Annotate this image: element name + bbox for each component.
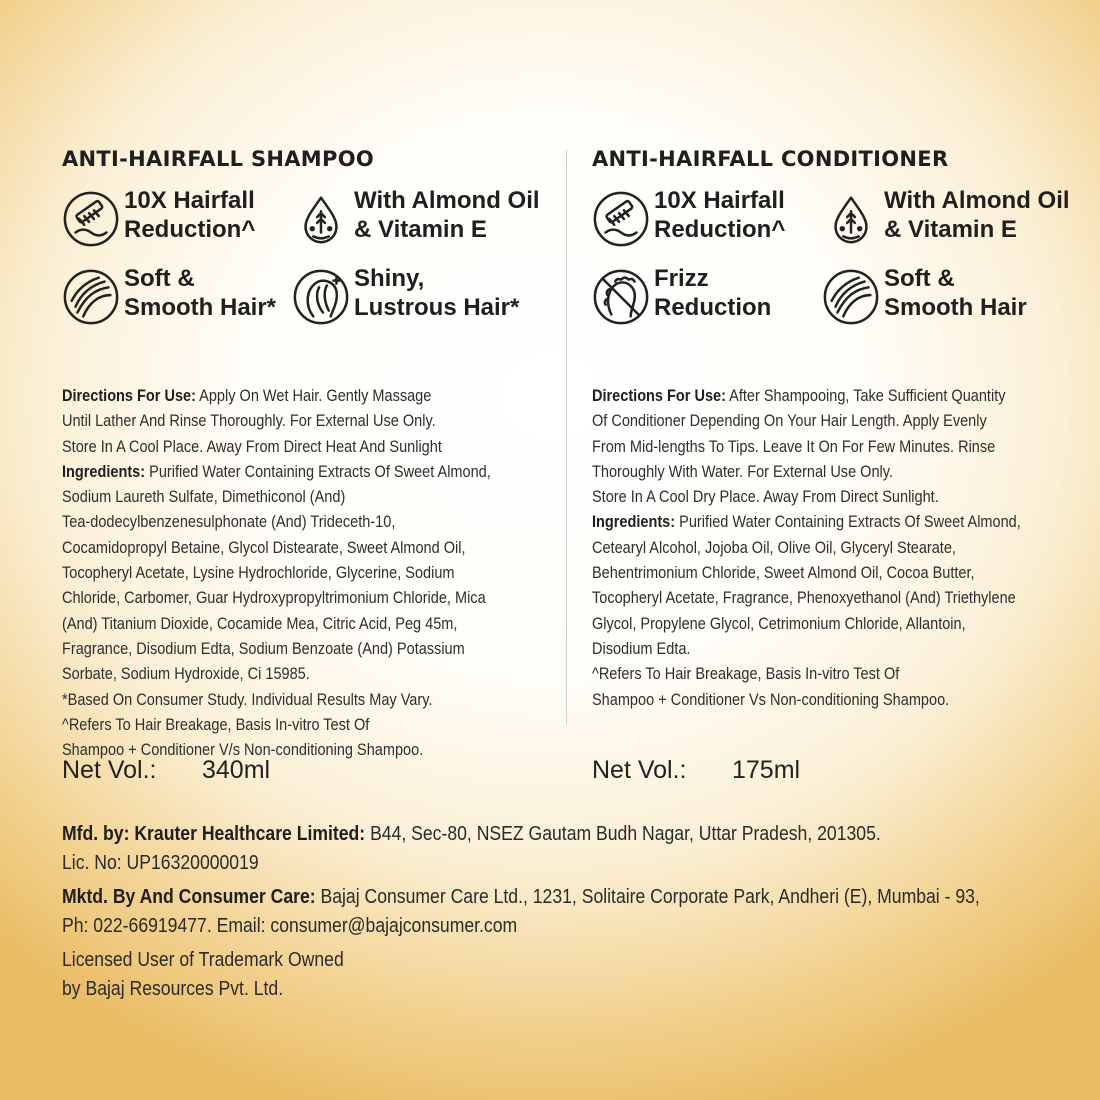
feature-line2: Smooth Hair* [124, 294, 277, 321]
feature-line1: 10X Hairfall [654, 187, 785, 214]
feature-line1: Soft & [884, 265, 955, 292]
ingredients-line: Tocopheryl Acetate, Lysine Hydrochloride, Glycerine, Sodium [62, 564, 455, 583]
conditioner-features [592, 186, 1082, 336]
net-vol-label: Net Vol.: [62, 756, 157, 784]
conditioner-feature-frizz [592, 264, 842, 332]
ingredients-line: Behentrimonium Chloride, Sweet Almond Oil, Cocoa Butter, [592, 564, 975, 583]
comb-icon [592, 190, 650, 248]
ingredients-line: Sorbate, Sodium Hydroxide, Ci 15985. [62, 665, 310, 684]
mktd-label: Mktd. By And Consumer Care: [62, 886, 316, 908]
note-line: *Based On Consumer Study. Individual Results May Vary. [62, 690, 433, 709]
directions-label: Directions For Use: [592, 387, 726, 405]
feature-line2: Smooth Hair [884, 294, 1027, 321]
hair-strands-icon [822, 268, 880, 326]
shampoo-title: ANTI-HAIRFALL SHAMPOO [62, 147, 374, 171]
note-line: Shampoo + Conditioner V/s Non-conditioning Shampoo. [62, 741, 424, 760]
directions-line: Of Conditioner Depending On Your Hair Length. Apply Evenly [592, 412, 987, 431]
feature-line2: Lustrous Hair* [354, 294, 520, 321]
ingredients-line: Sodium Laureth Sulfate, Dimethiconol (And) [62, 488, 346, 507]
ingredients-line: Fragrance, Disodium Edta, Sodium Benzoate (And) Potassium [62, 639, 465, 658]
directions-line: Directions For Use: After Shampooing, Take Sufficient Quantity [592, 387, 1006, 405]
mfd-address: B44, Sec-80, NSEZ Gautam Budh Nagar, Uttar Pradesh, 201305. [365, 823, 881, 845]
almond-oil-drop-icon [292, 190, 350, 248]
net-vol-label: Net Vol.: [592, 756, 687, 784]
ingredients-line: Tocopheryl Acetate, Fragrance, Phenoxyethanol (And) Triethylene [592, 589, 1016, 608]
conditioner-details [592, 384, 1085, 713]
net-vol-value: 340ml [202, 756, 271, 784]
note-line: ^Refers To Hair Breakage, Basis In-vitro Test Of [62, 715, 370, 734]
trademark-line: Licensed User of Trademark Owned [62, 949, 344, 971]
shampoo-panel [62, 140, 552, 763]
directions-line: From Mid-lengths To Tips. Leave It On For Few Minutes. Rinse [592, 437, 996, 456]
manufacturer-info [62, 820, 1048, 1003]
feature-line2: & Vitamin E [884, 216, 1017, 243]
directions-line: Store In A Cool Place. Away From Direct Heat And Sunlight [62, 437, 442, 456]
feature-line1: With Almond Oil [884, 187, 1070, 214]
hair-strands-icon [62, 268, 120, 326]
trademark-line: by Bajaj Resources Pvt. Ltd. [62, 977, 284, 1000]
ingredients-label: Ingredients: [62, 462, 146, 481]
mktd-address: Bajaj Consumer Care Ltd., 1231, Solitaire Corporate Park, Andheri (E), Mumbai - 93, [315, 886, 980, 908]
shampoo-feature-soft [62, 264, 312, 332]
mfd-label: Mfd. by: Krauter Healthcare Limited: [62, 823, 366, 845]
license-number: Lic. No: UP16320000019 [62, 851, 259, 874]
ingredients-line: Cocamidopropyl Betaine, Glycol Distearate, Sweet Almond Oil, [62, 538, 466, 557]
note-line: ^Refers To Hair Breakage, Basis In-vitro Test Of [592, 665, 900, 684]
directions-line: Until Lather And Rinse Thoroughly. For External Use Only. [62, 412, 436, 431]
ingredients-line: (And) Titanium Dioxide, Cocamide Mea, Citric Acid, Peg 45m, [62, 614, 458, 633]
note-line: Shampoo + Conditioner Vs Non-conditioning Shampoo. [592, 690, 950, 709]
comb-icon [62, 190, 120, 248]
feature-line2: & Vitamin E [354, 216, 487, 243]
shampoo-feature-shiny [292, 264, 542, 332]
ingredients-line: Chloride, Carbomer, Guar Hydroxypropyltrimonium Chloride, Mica [62, 589, 486, 608]
almond-oil-drop-icon [822, 190, 880, 248]
ingredients-line: Glycol, Propylene Glycol, Cetrimonium Chloride, Allantoin, [592, 614, 966, 633]
feature-line1: Soft & [124, 265, 195, 292]
feature-line2: Reduction [654, 294, 772, 321]
shiny-hair-head-icon [292, 268, 350, 326]
mktd-line [62, 883, 1048, 912]
shampoo-details [62, 384, 555, 763]
conditioner-net-volume [592, 756, 800, 785]
feature-line2: Reduction^ [124, 216, 256, 243]
feature-line2: Reduction^ [654, 216, 786, 243]
conditioner-feature-hairfall [592, 186, 842, 254]
conditioner-title: ANTI-HAIRFALL CONDITIONER [592, 147, 949, 171]
ingredients-line: Ingredients: Purified Water Containing Extracts Of Sweet Almond, [62, 462, 491, 481]
feature-line1: Shiny, [354, 265, 425, 292]
ingredients-line: Disodium Edta. [592, 639, 691, 658]
mfd-line [62, 820, 1048, 849]
ingredients-line: Tea-dodecylbenzenesulphonate (And) Trideceth-10, [62, 513, 396, 532]
frizz-head-icon [592, 268, 650, 326]
shampoo-features [62, 186, 552, 336]
feature-line1: Frizz [654, 265, 709, 292]
conditioner-feature-almond [822, 186, 1072, 254]
ingredients-line: Ingredients: Purified Water Containing Extracts Of Sweet Almond, [592, 513, 1021, 532]
directions-line: Thoroughly With Water. For External Use Only. [592, 462, 893, 481]
conditioner-feature-soft [822, 264, 1072, 332]
directions-line: Store In A Cool Dry Place. Away From Direct Sunlight. [592, 488, 939, 507]
net-vol-value: 175ml [732, 756, 801, 784]
conditioner-panel [592, 140, 1082, 713]
contact-line: Ph: 022-66919477. Email: consumer@bajajconsumer.com [62, 914, 518, 937]
directions-line: Directions For Use: Apply On Wet Hair. Gently Massage [62, 387, 432, 405]
column-divider [566, 150, 567, 725]
shampoo-net-volume [62, 756, 270, 785]
ingredients-line: Cetearyl Alcohol, Jojoba Oil, Olive Oil, Glyceryl Stearate, [592, 538, 956, 557]
shampoo-feature-hairfall [62, 186, 312, 254]
ingredients-label: Ingredients: [592, 513, 676, 532]
directions-label: Directions For Use: [62, 387, 196, 405]
feature-line1: With Almond Oil [354, 187, 540, 214]
feature-line1: 10X Hairfall [124, 187, 255, 214]
shampoo-feature-almond [292, 186, 542, 254]
